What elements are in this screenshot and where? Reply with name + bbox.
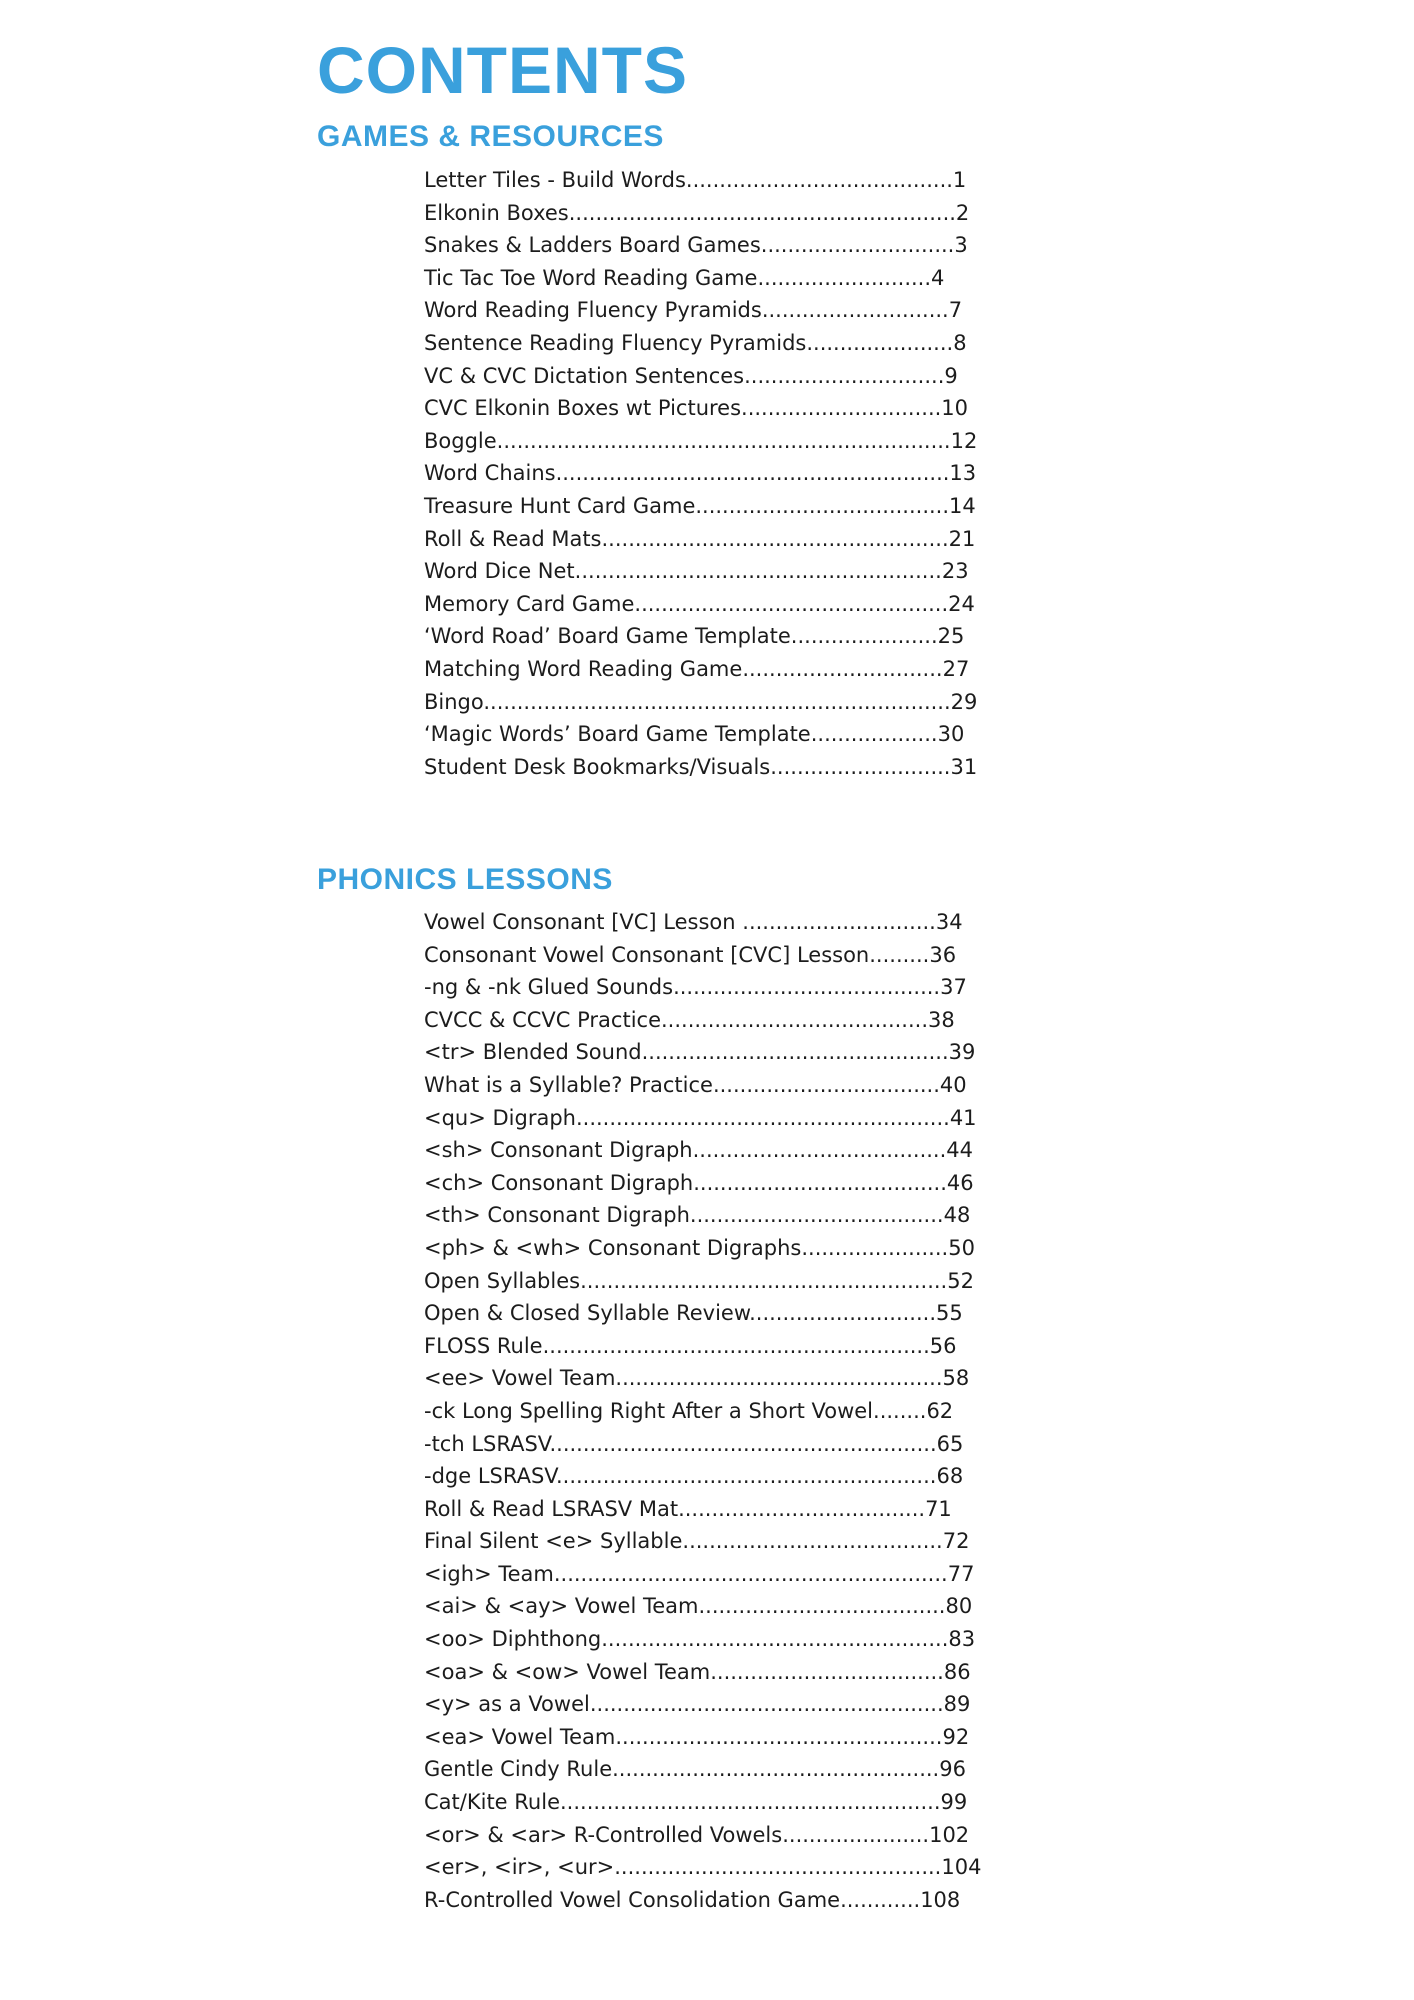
- toc-entry-page-number: 65: [936, 1431, 964, 1456]
- toc-entry: [424, 1884, 1004, 1917]
- toc-entry: [424, 1558, 1004, 1591]
- toc-entry-page-number: 27: [942, 656, 970, 681]
- toc-entry-leader: ............: [840, 1887, 921, 1912]
- toc-entry: [424, 164, 1004, 197]
- toc-entry: [424, 1134, 1004, 1167]
- toc-entry-leader: .................................................: [615, 1724, 943, 1749]
- toc-entry-leader: .............................: [742, 910, 936, 934]
- toc-entry-title: Word Dice Net: [424, 559, 575, 584]
- toc-entry-leader: .....................................................: [589, 1692, 944, 1717]
- toc-entry: [424, 1525, 1004, 1558]
- toc-entry-page-number: 24: [948, 591, 975, 616]
- toc-entry: [424, 1199, 1004, 1232]
- toc-entry-page-number: 31: [950, 754, 978, 779]
- toc-entry-page-number: 21: [948, 526, 976, 551]
- toc-entry-leader: ....................................................: [601, 526, 949, 551]
- toc-entry: [424, 653, 1004, 686]
- toc-entry-page-number: 23: [941, 559, 969, 584]
- toc-entry-title: Final Silent <e> Syllable: [424, 1529, 683, 1554]
- toc-entry-leader: ...........................: [770, 754, 951, 779]
- toc-entry-page-number: 86: [943, 1659, 971, 1684]
- toc-entry-leader: ..............................: [741, 396, 942, 421]
- toc-entry-page-number: 41: [949, 1105, 977, 1130]
- toc-entry-page-number: 96: [939, 1757, 966, 1782]
- toc-entry-page-number: 12: [950, 428, 978, 453]
- toc-entry-title: CVC Elkonin Boxes wt Pictures: [424, 396, 742, 421]
- toc-entry: [424, 1623, 1004, 1656]
- toc-entry-page-number: 72: [942, 1529, 970, 1554]
- toc-entry-page-number: 58: [942, 1366, 970, 1391]
- toc-entry-leader: ...............................................: [634, 591, 949, 616]
- toc-entry-page-number: 46: [946, 1170, 974, 1195]
- toc-entry: [424, 1819, 1004, 1852]
- toc-entry-leader: ...................: [810, 722, 938, 747]
- toc-entry-leader: .........................................................: [560, 1790, 941, 1815]
- toc-entry-leader: ......................................: [692, 1138, 947, 1163]
- toc-entry-title: <qu> Digraph: [424, 1105, 576, 1130]
- toc-entry: [424, 1753, 1004, 1786]
- toc-entry-page-number: 77: [947, 1561, 975, 1586]
- toc-entry-leader: ..............................: [742, 656, 943, 681]
- toc-entry-page-number: 62: [926, 1398, 954, 1423]
- toc-entry-title: <tr> Blended Sound: [424, 1040, 642, 1065]
- toc-entry-title: <oo> Diphthong: [424, 1627, 602, 1652]
- toc-entry: [424, 1395, 1004, 1428]
- toc-entry-leader: ........................................: [685, 168, 953, 192]
- toc-entry-page-number: 71: [925, 1496, 952, 1521]
- toc-entry-page-number: 104: [941, 1855, 982, 1880]
- toc-entry-page-number: 30: [937, 722, 965, 747]
- toc-entry-page-number: 36: [929, 942, 957, 967]
- toc-entry-title: Open Syllables: [424, 1268, 581, 1293]
- toc-entry-page-number: 99: [940, 1790, 968, 1815]
- toc-entry: [424, 1232, 1004, 1265]
- toc-entry-leader: ........................................: [673, 975, 941, 1000]
- toc-entry-page-number: 8: [953, 330, 967, 355]
- toc-entry: [424, 392, 1004, 425]
- toc-entry-title: <er>, <ir>, <ur>: [424, 1855, 615, 1880]
- toc-entry-page-number: 55: [936, 1301, 963, 1326]
- toc-entry-page-number: 50: [948, 1235, 975, 1260]
- toc-entry-leader: .............................: [760, 233, 955, 258]
- toc-entry-page-number: 108: [920, 1887, 961, 1912]
- toc-entry: [424, 262, 1004, 295]
- toc-entry-leader: .................................................: [612, 1757, 940, 1782]
- toc-entry-page-number: 13: [949, 461, 977, 486]
- toc-entry-page-number: 3: [954, 233, 968, 258]
- toc-entry-leader: ......................................: [695, 493, 950, 518]
- toc-entry-leader: ...........................................................: [553, 1561, 948, 1586]
- toc-entry-page-number: 48: [943, 1203, 971, 1228]
- toc-entry-title: <ch> Consonant Digraph: [424, 1170, 694, 1195]
- toc-entry-title: -ng & -nk Glued Sounds: [424, 975, 674, 1000]
- toc-entry-leader: ............................: [761, 298, 949, 323]
- toc-entry-title: Snakes & Ladders Board Games: [424, 233, 761, 258]
- toc-entry-page-number: 52: [947, 1268, 974, 1293]
- toc-entry-leader: .....................................: [678, 1496, 926, 1521]
- toc-entry-title: <ea> Vowel Team: [424, 1724, 616, 1749]
- toc-list-phonics-lessons: [424, 906, 1004, 1916]
- toc-entry-title: Student Desk Bookmarks/Visuals: [424, 754, 771, 779]
- toc-entry-leader: ..................................: [712, 1072, 940, 1097]
- section-heading-phonics-lessons: PHONICS LESSONS: [317, 863, 613, 896]
- toc-entry-title: <sh> Consonant Digraph: [424, 1138, 693, 1163]
- toc-entry-title: Consonant Vowel Consonant [CVC] Lesson: [424, 942, 870, 967]
- toc-entry-title: Tic Tac Toe Word Reading Game: [424, 265, 758, 290]
- section-heading-games-resources: GAMES & RESOURCES: [317, 120, 664, 153]
- toc-entry-leader: ......................: [806, 330, 954, 355]
- toc-entry-title: Matching Word Reading Game: [424, 656, 743, 681]
- toc-entry-page-number: 34: [935, 910, 963, 934]
- toc-entry: [424, 1590, 1004, 1623]
- toc-entry-page-number: 29: [950, 689, 978, 714]
- toc-entry-leader: ......................................: [693, 1170, 947, 1195]
- toc-entry-title: <or> & <ar> R-Controlled Vowels: [424, 1822, 783, 1847]
- toc-entry-title: -dge LSRASV: [424, 1464, 556, 1489]
- toc-entry: [424, 229, 1004, 262]
- toc-entry-leader: ........................................: [661, 1007, 929, 1032]
- toc-entry-leader: ......................................: [689, 1203, 944, 1228]
- toc-entry-page-number: 7: [948, 298, 963, 323]
- toc-entry-title: Bingo: [424, 689, 484, 714]
- toc-entry-leader: ..............................: [744, 363, 945, 388]
- toc-entry: [424, 1036, 1004, 1069]
- toc-entry: [424, 1362, 1004, 1395]
- toc-entry-page-number: 92: [942, 1724, 970, 1749]
- toc-entry-title: What is a Syllable? Practice: [424, 1072, 713, 1097]
- toc-entry: [424, 751, 1004, 784]
- toc-entry-leader: .................................................: [614, 1855, 942, 1880]
- toc-entry-page-number: 68: [936, 1464, 964, 1489]
- toc-entry-leader: ....................................................: [601, 1627, 949, 1652]
- toc-entry-leader: ......................: [790, 624, 938, 649]
- toc-entry-title: Cat/Kite Rule: [424, 1790, 560, 1815]
- toc-entry: [424, 1656, 1004, 1689]
- page-title: CONTENTS: [317, 33, 688, 107]
- toc-entry-title: CVCC & CCVC Practice: [424, 1007, 661, 1032]
- toc-entry: [424, 1167, 1004, 1200]
- toc-entry-title: Roll & Read Mats: [424, 526, 602, 551]
- toc-entry-leader: ............................: [749, 1301, 937, 1326]
- toc-entry-title: Open & Closed Syllable Review: [424, 1301, 750, 1326]
- toc-entry: [424, 620, 1004, 653]
- toc-entry: [424, 425, 1004, 458]
- toc-entry-title: Word Chains: [424, 461, 556, 486]
- toc-entry-page-number: 4: [931, 265, 945, 290]
- toc-entry-page-number: 38: [928, 1007, 955, 1032]
- toc-entry-page-number: 2: [955, 200, 970, 225]
- toc-entry-title: Vowel Consonant [VC] Lesson: [424, 910, 743, 934]
- toc-entry: [424, 1265, 1004, 1298]
- toc-entry-leader: ..........................................................: [549, 1431, 937, 1456]
- toc-entry-page-number: 1: [952, 168, 967, 192]
- toc-entry: [424, 490, 1004, 523]
- toc-entry: [424, 1493, 1004, 1526]
- toc-entry-title: <ph> & <wh> Consonant Digraphs: [424, 1235, 802, 1260]
- toc-entry-title: <igh> Team: [424, 1561, 554, 1586]
- toc-entry-leader: ..............................................: [641, 1040, 949, 1065]
- toc-entry-page-number: 14: [949, 493, 976, 518]
- toc-entry: [424, 1721, 1004, 1754]
- toc-entry-title: -tch LSRASV: [424, 1431, 550, 1456]
- toc-entry-title: Word Reading Fluency Pyramids: [424, 298, 762, 323]
- toc-entry-title: Gentle Cindy Rule: [424, 1757, 613, 1782]
- toc-entry-title: Boggle: [424, 428, 497, 453]
- toc-entry: [424, 1786, 1004, 1819]
- toc-entry-leader: ......................................................................: [483, 689, 951, 714]
- toc-entry-page-number: 80: [945, 1594, 973, 1619]
- toc-entry-page-number: 102: [929, 1822, 970, 1847]
- toc-entry-title: FLOSS Rule: [424, 1333, 543, 1358]
- toc-entry: [424, 327, 1004, 360]
- toc-entry-page-number: 40: [939, 1072, 967, 1097]
- toc-entry-title: <ai> & <ay> Vowel Team: [424, 1594, 699, 1619]
- toc-entry: [424, 523, 1004, 556]
- toc-entry-leader: ...................................: [710, 1659, 944, 1684]
- toc-entry-title: Elkonin Boxes: [424, 200, 569, 225]
- toc-entry-leader: ........................................................: [575, 1105, 950, 1130]
- toc-entry-title: Treasure Hunt Card Game: [424, 493, 696, 518]
- toc-entry-leader: ..........................................................: [542, 1333, 930, 1358]
- toc-entry-leader: .......................................................: [574, 559, 942, 584]
- toc-entry: [424, 555, 1004, 588]
- toc-entry-title: <ee> Vowel Team: [424, 1366, 616, 1391]
- toc-entry: [424, 1297, 1004, 1330]
- toc-entry: [424, 906, 1004, 939]
- toc-entry-page-number: 56: [929, 1333, 957, 1358]
- toc-list-games-resources: [424, 164, 1004, 783]
- toc-entry-title: ‘Word Road’ Board Game Template: [424, 624, 791, 649]
- toc-entry-page-number: 83: [948, 1627, 976, 1652]
- toc-entry-title: Sentence Reading Fluency Pyramids: [424, 330, 807, 355]
- toc-entry-page-number: 89: [943, 1692, 971, 1717]
- toc-entry-title: -ck Long Spelling Right After a Short Vowel: [424, 1398, 874, 1423]
- toc-entry-leader: .......................................................: [580, 1268, 948, 1293]
- toc-entry: [424, 718, 1004, 751]
- toc-entry-title: Letter Tiles - Build Words: [424, 168, 686, 192]
- toc-entry: [424, 1102, 1004, 1135]
- toc-entry-leader: ...........................................................: [555, 461, 950, 486]
- toc-entry-page-number: 10: [941, 396, 969, 421]
- toc-entry-leader: .....................................: [698, 1594, 946, 1619]
- toc-entry: [424, 686, 1004, 719]
- toc-entry-title: Memory Card Game: [424, 591, 635, 616]
- toc-entry: [424, 939, 1004, 972]
- toc-entry-title: ‘Magic Words’ Board Game Template: [424, 722, 811, 747]
- toc-entry-leader: ......................: [782, 1822, 930, 1847]
- toc-entry: [424, 1460, 1004, 1493]
- toc-entry-title: Roll & Read LSRASV Mat: [424, 1496, 679, 1521]
- toc-entry: [424, 457, 1004, 490]
- toc-entry-leader: .................................................: [615, 1366, 943, 1391]
- toc-entry-leader: ....................................................................: [496, 428, 951, 453]
- toc-entry-leader: ......................: [801, 1235, 949, 1260]
- toc-entry: [424, 1004, 1004, 1037]
- toc-entry-page-number: 25: [937, 624, 965, 649]
- toc-entry-leader: ..........................: [757, 265, 932, 290]
- toc-entry: [424, 294, 1004, 327]
- toc-entry: [424, 588, 1004, 621]
- toc-entry: [424, 1688, 1004, 1721]
- toc-entry-title: <th> Consonant Digraph: [424, 1203, 690, 1228]
- toc-entry-title: R-Controlled Vowel Consolidation Game: [424, 1887, 841, 1912]
- toc-entry-title: <oa> & <ow> Vowel Team: [424, 1659, 711, 1684]
- toc-entry: [424, 197, 1004, 230]
- toc-entry-leader: ..........................................................: [568, 200, 956, 225]
- toc-entry-leader: .......................................: [682, 1529, 943, 1554]
- toc-entry: [424, 971, 1004, 1004]
- toc-entry-page-number: 9: [944, 363, 958, 388]
- toc-entry: [424, 1428, 1004, 1461]
- toc-entry-page-number: 37: [940, 975, 967, 1000]
- toc-entry-leader: ........: [873, 1398, 927, 1423]
- toc-entry-leader: .........: [869, 942, 930, 967]
- toc-entry: [424, 1069, 1004, 1102]
- toc-entry-page-number: 44: [946, 1138, 974, 1163]
- toc-entry: [424, 1851, 1004, 1884]
- toc-entry-title: VC & CVC Dictation Sentences: [424, 363, 745, 388]
- toc-entry: [424, 1330, 1004, 1363]
- toc-entry-title: <y> as a Vowel: [424, 1692, 590, 1717]
- toc-entry-page-number: 39: [948, 1040, 976, 1065]
- toc-entry-leader: .........................................................: [555, 1464, 937, 1489]
- toc-entry: [424, 360, 1004, 393]
